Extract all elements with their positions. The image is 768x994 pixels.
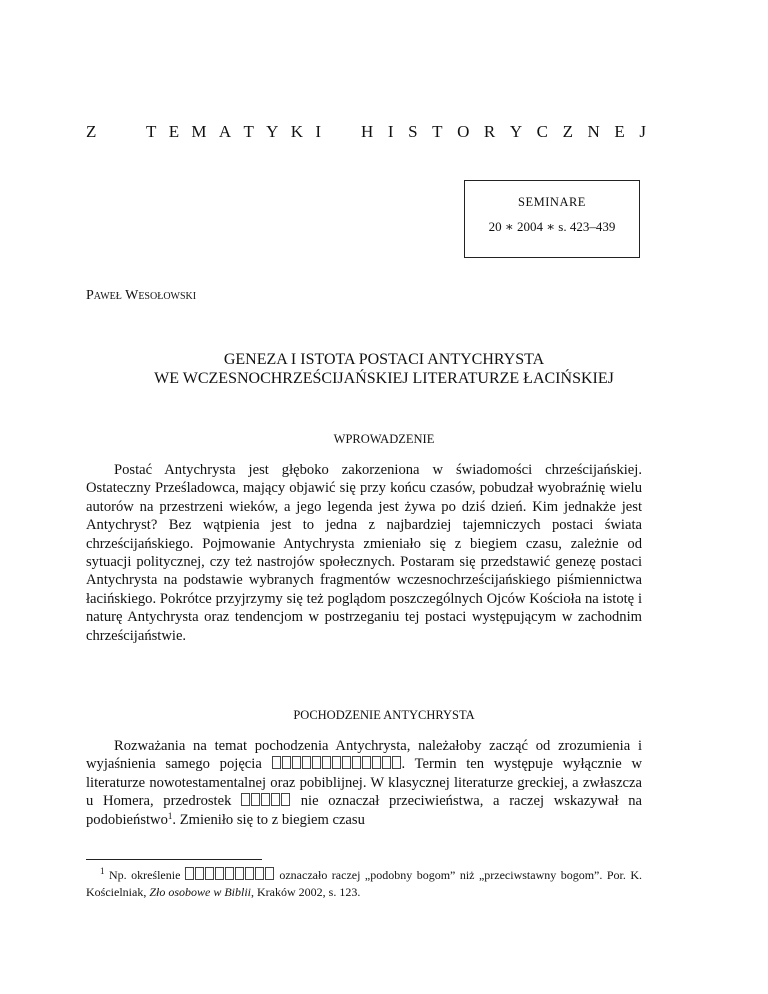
rh-letter: E [614,122,625,141]
article-title [0,350,768,388]
introduction-paragraph: Postać Antychrysta jest głęboko zakorzeniona w świadomości chrześcijańskiej. Ostateczny Prześladowca, mający objawić się przy końcu czasów, pobudzał wyobraźnię wielu autorów na przestrzeni wieków, a jego legenda jest żywa po dziś dzień. Kim jednakże jest Antychryst? Bez wątpienia jest to jedna z najbardziej tajemniczych postaci świata chrześcijańskiego. Pojmowanie Antychrysta zmieniało się z biegiem czasu, zależnie od sytuacji politycznej, czy też nastrojów społecznych. Postaram się przedstawić genezę postaci Antychrysta na podstawie wybranych fragmentów wczesnochrześcijańskiego piśmiennictwa łacińskiego. Pokrótce przyjrzymy się też poglądom poszczególnych Ojców Kościoła na istotę i naturę Antychrysta oraz tendencjom w postrzeganiu tej postaci występującym w zachodnim chrześcijaństwie. [86,462,642,644]
footnote [86,867,642,901]
rh-letter: O [457,122,470,141]
running-head-word-historycznej [361,122,646,142]
origin-paragraph [86,737,642,829]
running-head-z: Z [86,122,97,141]
rh-letter: N [587,122,600,141]
journal-info-box [464,180,640,258]
rh-letter: Y [266,122,279,141]
section-heading-origin: POCHODZENIE ANTYCHRYSTA [293,708,475,722]
footnote-reference: 1 [167,810,173,821]
rh-letter: A [218,122,232,141]
running-head-word-tematyki [146,122,321,142]
greek-term-antitheos [185,868,275,882]
greek-term-antichristos [272,756,402,772]
rh-letter: M [191,122,207,141]
rh-letter: T [432,122,443,141]
rh-letter: Y [509,122,523,141]
rh-letter: R [483,122,496,141]
footnote-divider [86,859,262,860]
section-heading-introduction: WPROWADZENIE [333,432,435,446]
journal-name: SEMINARE [518,195,586,209]
footnote-marker: 1 [100,866,105,876]
rh-letter: J [639,122,646,141]
origin-text-c: nie oznaczał przeciwieństwa, a raczej wskazywał na podobieństwo [86,793,642,828]
rh-letter: C [536,122,548,141]
rh-letter: I [387,122,394,141]
origin-text-a: Rozważania na temat pochodzenia Antychrysta, należałoby zacząć od zrozumienia i wyjaśnienia samego pojęcia [86,738,642,773]
rh-letter: E [168,122,180,141]
journal-reference: 20 ∗ 2004 ∗ s. 423–439 [488,219,616,234]
rh-letter: Z [562,122,573,141]
greek-term-anti [241,793,291,809]
title-line-1: GENEZA I ISTOTA POSTACI ANTYCHRYSTA [223,351,545,368]
rh-letter: T [146,122,157,141]
rh-letter: H [361,122,374,141]
origin-text-d: . Zmieniło się to z biegiem czasu [172,811,365,828]
footnote-text-b: oznaczało raczej „podobny bogom” niż „przeciwstawny bogom”. Por. K. Kościelniak, [86,868,642,899]
footnote-text-c: , Kraków 2002, s. 123. [251,885,361,899]
running-head [86,122,646,142]
rh-letter: T [243,122,254,141]
rh-letter: I [315,122,321,141]
footnote-text-a: Np. określenie [108,868,181,882]
title-line-2: WE WCZESNOCHRZEŚCIJAŃSKIEJ LITERATURZE ŁACIŃSKIEJ [154,370,614,387]
origin-text-b: . Termin ten występuje wyłącznie w literaturze nowotestamentalnej oraz pobiblijnej. W klasycznej literaturze greckiej, a zwłaszcza u Homera, przedrostek [86,756,642,810]
rh-letter: K [290,122,304,141]
author-name: Paweł Wesołowski [86,288,197,303]
footnote-book-title: Zło osobowe w Biblii [149,885,252,899]
rh-letter: S [408,122,418,141]
